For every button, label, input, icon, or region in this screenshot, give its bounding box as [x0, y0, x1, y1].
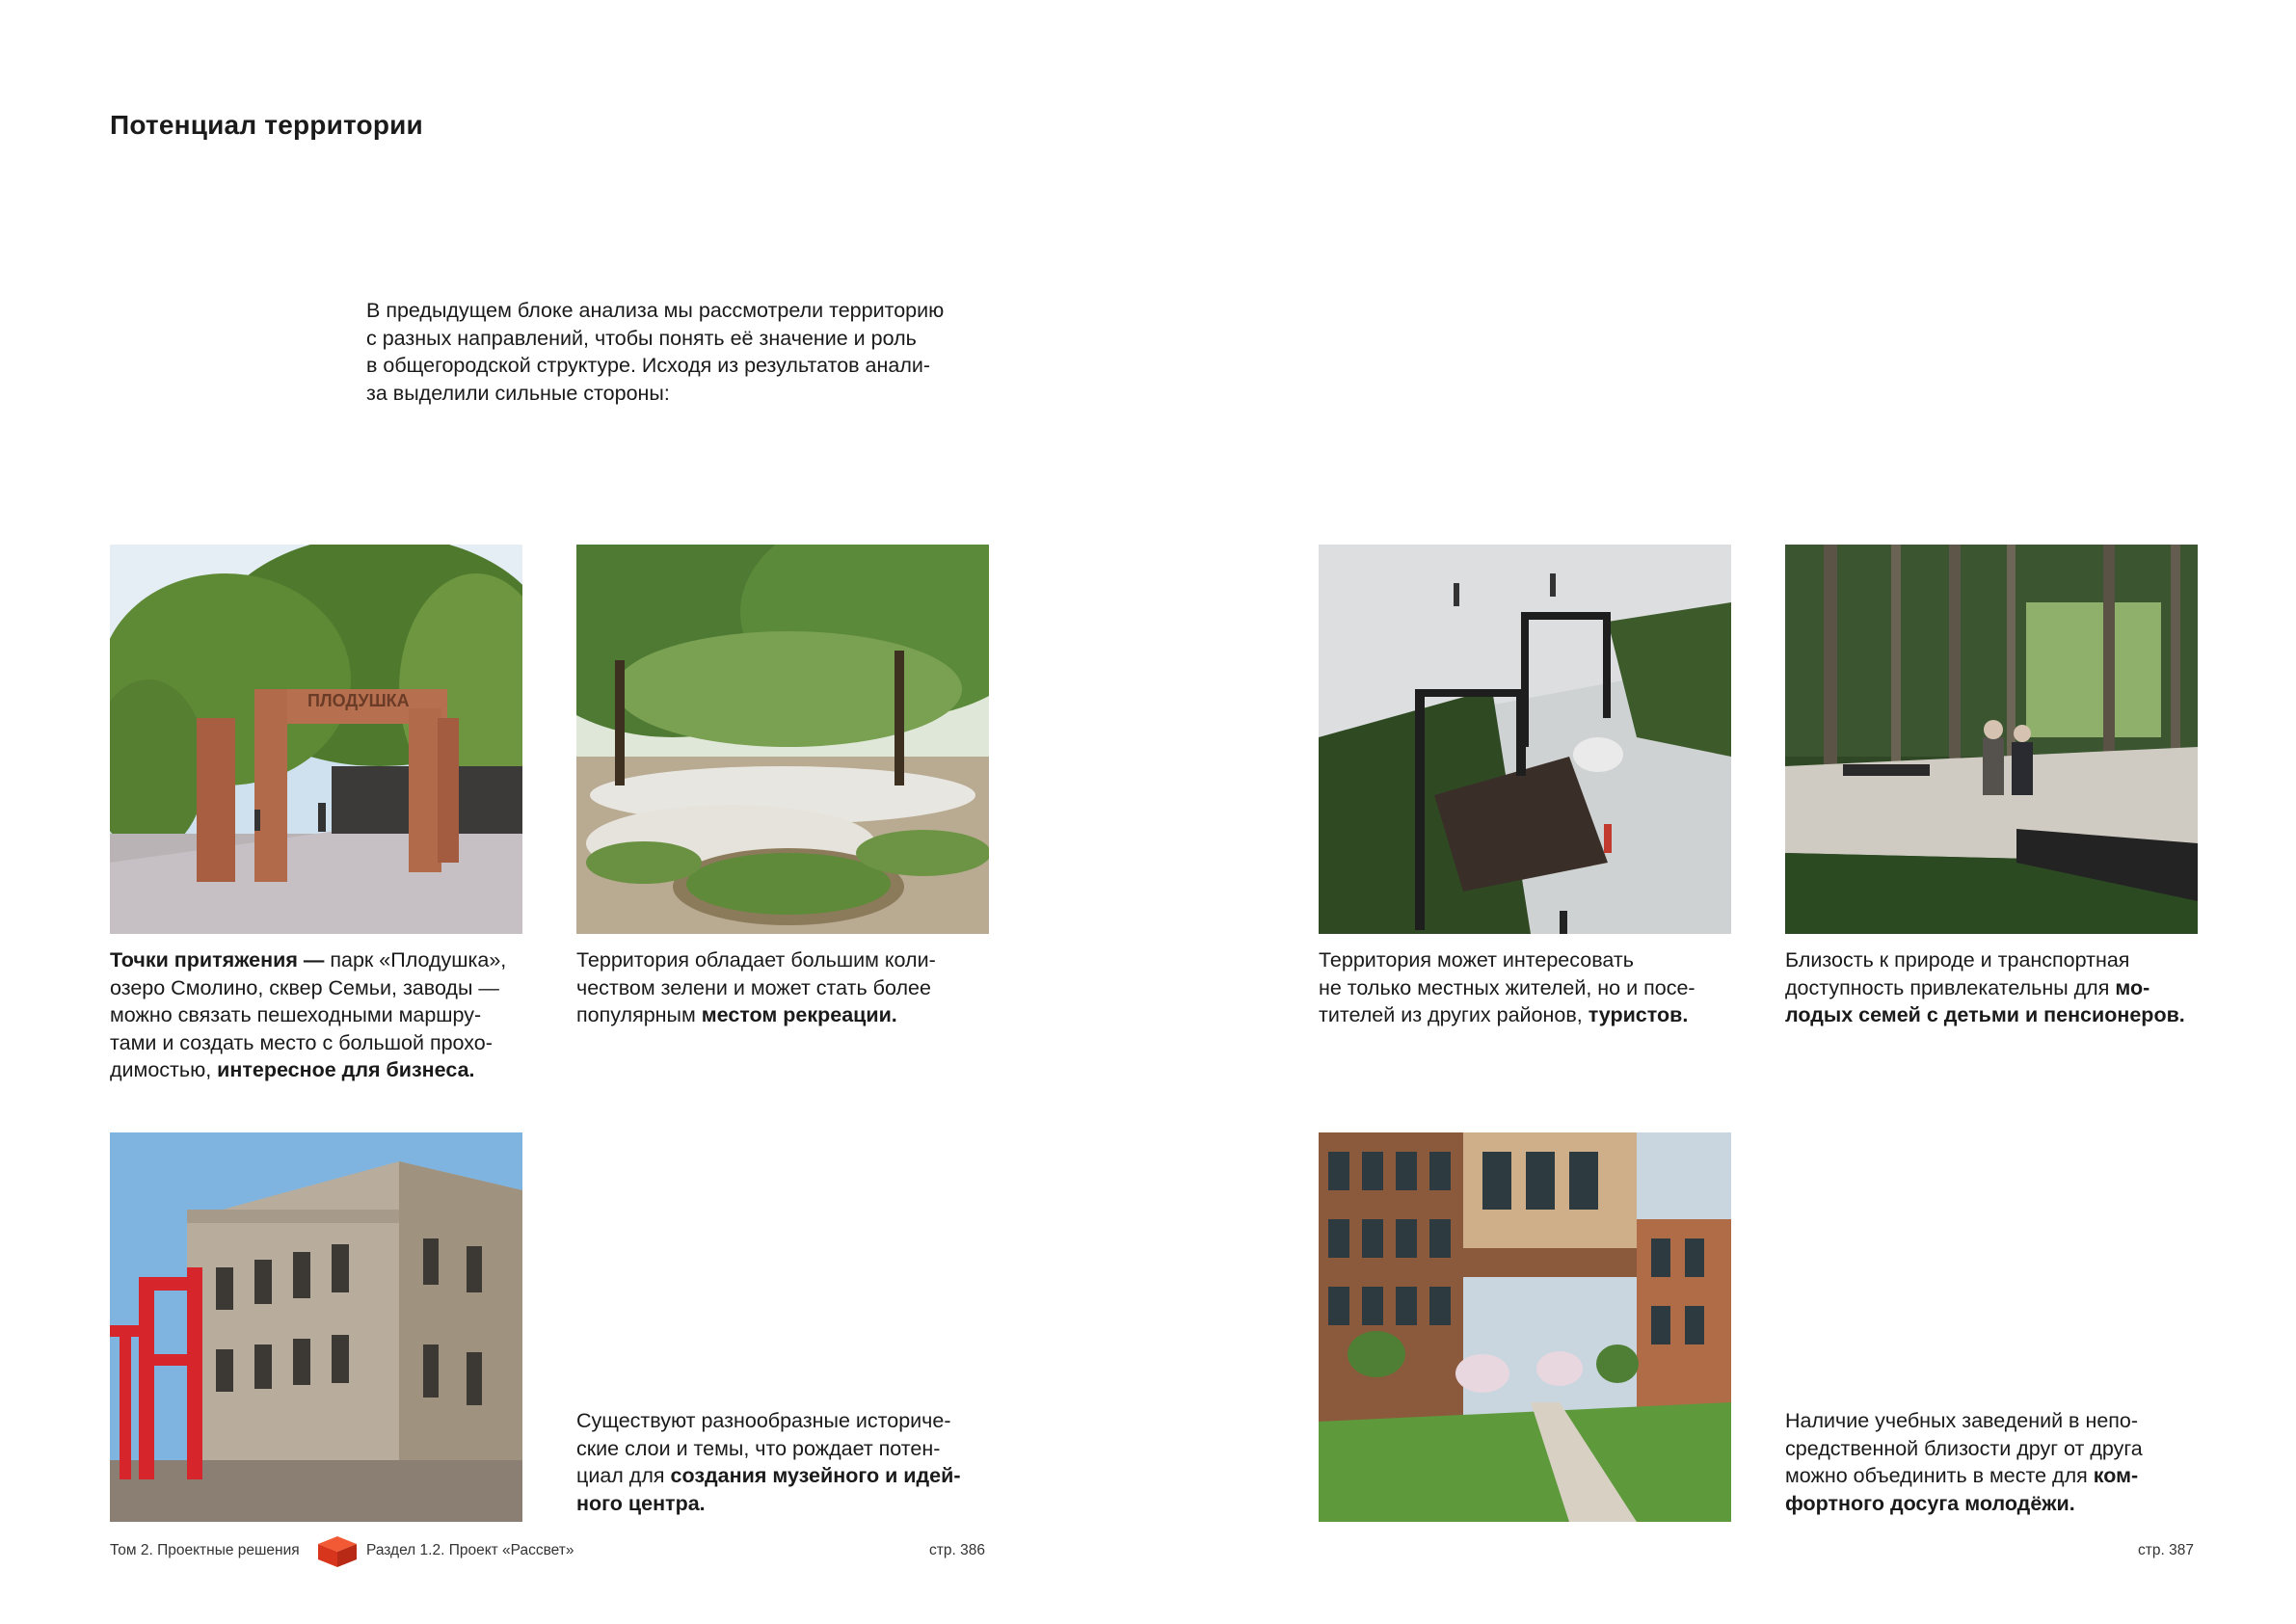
intro-line: за выделили сильные стороны: [366, 381, 670, 405]
footer-page-left: стр. 386 [929, 1542, 985, 1558]
intro-line: с разных направлений, чтобы понять её значение и роль [366, 326, 917, 350]
caption-line: средственной близости друг от друга [1785, 1436, 2143, 1460]
forest-bench-photo [1785, 545, 2198, 934]
intro-line: в общегородской структуре. Исходя из результатов анали- [366, 354, 931, 377]
caption-line: можно связать пешеходными маршру- [110, 1003, 482, 1026]
intro-paragraph [366, 297, 1002, 407]
caption-attractions [110, 946, 534, 1084]
caption-line: Точки притяжения — парк «Плодушка», [110, 948, 507, 972]
footer-volume: Том 2. Проектные решения [110, 1542, 300, 1558]
park-entrance-arch-photo [110, 545, 522, 934]
caption-education [1785, 1407, 2209, 1517]
red-cube-logo-icon [316, 1534, 359, 1569]
caption-line: лодых семей с детьми и пенсионеров. [1785, 1003, 2185, 1026]
green-park-recreation-photo [576, 545, 989, 934]
caption-line: ские слои и темы, что рождает потен- [576, 1436, 941, 1460]
caption-line: Существуют разнообразные историче- [576, 1409, 951, 1432]
caption-line: тителей из других районов, туристов. [1319, 1003, 1689, 1026]
caption-line: доступность привлекательны для мо- [1785, 975, 2150, 999]
caption-line: Близость к природе и транспортная [1785, 948, 2130, 972]
caption-tourists [1319, 946, 1743, 1029]
historic-museum-building-photo [110, 1132, 522, 1522]
caption-greenery [576, 946, 1001, 1029]
caption-line: популярным местом рекреации. [576, 1003, 897, 1026]
footer-page-right: стр. 387 [2138, 1542, 2194, 1558]
caption-line: фортного досуга молодёжи. [1785, 1491, 2075, 1515]
arch-sign-text: ПЛОДУШКА [307, 691, 410, 710]
caption-line: Наличие учебных заведений в непо- [1785, 1409, 2139, 1432]
caption-line: Территория может интересовать [1319, 948, 1634, 972]
caption-line: можно объединить в месте для ком- [1785, 1464, 2139, 1487]
caption-line: тами и создать место с большой прохо- [110, 1030, 493, 1054]
caption-line: озеро Смолино, сквер Семьи, заводы — [110, 975, 499, 999]
pedestrian-plaza-photo [1319, 545, 1731, 934]
caption-line: димостью, интересное для бизнеса. [110, 1058, 475, 1081]
intro-line: В предыдущем блоке анализа мы рассмотрели территорию [366, 299, 945, 322]
page-title: Потенциал территории [110, 110, 423, 140]
caption-nature [1785, 946, 2209, 1029]
campus-courtyard-photo [1319, 1132, 1731, 1522]
caption-line: Территория обладает большим коли- [576, 948, 936, 972]
caption-line: не только местных жителей, но и посе- [1319, 975, 1695, 999]
caption-line: чеством зелени и может стать более [576, 975, 931, 999]
caption-line: ного центра. [576, 1491, 706, 1515]
caption-line: циал для создания музейного и идей- [576, 1464, 961, 1487]
footer-section: Раздел 1.2. Проект «Рассвет» [366, 1542, 574, 1558]
caption-history [576, 1407, 1001, 1517]
